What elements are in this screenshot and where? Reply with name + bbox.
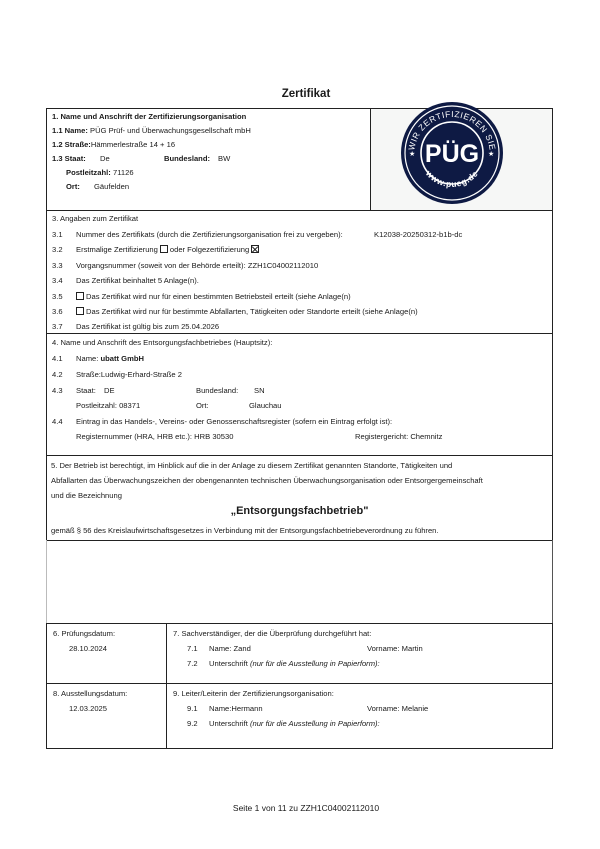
company-bundesland-value: SN <box>254 386 265 395</box>
company-name-value: ubatt GmbH <box>100 354 144 363</box>
section-7-heading: 7. Sachverständiger, der die Überprüfung durchgeführt hat: <box>173 629 372 638</box>
section-5-line-4: gemäß § 56 des Kreislaufwirtschaftsgesetzes in Verbindung mit der Entsorgungsfachbetriebeverordnung zu führen. <box>51 526 439 535</box>
register-text: Eintrag in das Handels-, Vereins- oder Genossenschaftsregister (sofern ein Eintrag erfolgt ist): <box>76 417 393 426</box>
item-4-2-num: 4.2 <box>52 370 63 379</box>
section-5-line-3: und die Bezeichnung <box>51 491 122 500</box>
section-4-heading: 4. Name und Anschrift des Entsorgungsfachbetriebes (Hauptsitz): <box>52 338 273 347</box>
item-3-7-text: Das Zertifikat ist gültig bis zum 25.04.2026 <box>76 322 220 331</box>
company-state-value: DE <box>104 386 115 395</box>
item-3-5-num: 3.5 <box>52 292 63 301</box>
page-footer: Seite 1 von 11 zu ZZH1C04002112010 <box>232 803 380 813</box>
section-5-line-1: 5. Der Betrieb ist berechtigt, im Hinblick auf die in der Anlage zu diesem Zertifikat genannten Standorte, Tätigkeiten und <box>51 461 453 470</box>
company-street-label: Straße: <box>76 370 101 379</box>
follow-certification-label: oder Folgezertifizierung <box>169 245 250 254</box>
expert-name-label: Name: <box>209 644 232 653</box>
section-5-box <box>46 455 553 541</box>
head-vorname-value: Melanie <box>401 704 429 713</box>
item-3-1-text: Nummer des Zertifikats (durch die Zertifizierungsorganisation frei zu vergeben): <box>76 230 343 239</box>
svg-text:PÜG: PÜG <box>424 140 480 168</box>
section-8-heading: 8. Ausstellungsdatum: <box>53 689 128 698</box>
item-9-2-num: 9.2 <box>187 719 198 728</box>
section-9-heading: 9. Leiter/Leiterin der Zertifizierungsorganisation: <box>173 689 334 698</box>
item-3-3-num: 3.3 <box>52 261 63 270</box>
register-number-label: Registernummer (HRA, HRB etc.): <box>76 432 193 441</box>
street-label: 1.2 Straße: <box>52 140 91 149</box>
state-value: De <box>100 154 110 163</box>
company-bundesland-label: Bundesland: <box>196 386 239 395</box>
company-name-label: Name: <box>76 354 99 363</box>
operating-part-checkbox[interactable] <box>76 292 84 300</box>
section-5-line-2: Abfallarten das Überwachungszeichen der obengenannten technischen Überwachungsorganisation oder Entsorgergemeinschaft <box>51 476 483 485</box>
item-3-5-text: Das Zertifikat wird nur für einen bestimmten Betriebsteil erteilt (siehe Anlage(n) <box>86 292 351 301</box>
item-7-2-num: 7.2 <box>187 659 198 668</box>
section-3-heading: 3. Angaben zum Zertifikat <box>52 214 139 223</box>
register-court-label: Registergericht: <box>355 432 409 441</box>
street-value: Hämmerlestraße 14 + 16 <box>90 140 176 149</box>
ort-value: Gäufelden <box>94 182 130 191</box>
name-label: 1.1 Name: <box>52 126 88 135</box>
item-4-3-num: 4.3 <box>52 386 63 395</box>
expert-signature-note: (nur für die Ausstellung in Papierform): <box>249 659 380 668</box>
svg-text:★: ★ <box>488 150 495 158</box>
svg-text:★: ★ <box>409 150 416 158</box>
expert-name-value: Zand <box>233 644 251 653</box>
item-7-1-num: 7.1 <box>187 644 198 653</box>
head-name-value: Hermann <box>231 704 263 713</box>
section-8-box <box>46 683 167 749</box>
follow-certification-checkbox[interactable] <box>251 245 259 253</box>
certificate-number-value: K12038-20250312-b1b-dc <box>374 230 463 239</box>
company-ort-value: Glauchau <box>249 401 282 410</box>
section-6-box <box>46 623 167 684</box>
section-3-box <box>46 210 553 334</box>
name-value: PÜG Prüf- und Überwachungsgesellschaft mbH <box>90 126 251 135</box>
svg-text:WIR ZERTIFIZIEREN SIE: WIR ZERTIFIZIEREN SIE <box>406 108 498 152</box>
designation-heading: „Entsorgungsfachbetrieb" <box>230 505 369 517</box>
bundesland-label: Bundesland: <box>164 154 210 163</box>
blank-area <box>46 540 553 624</box>
section-9-box <box>166 683 553 749</box>
item-3-4-num: 3.4 <box>52 276 63 285</box>
company-ort-label: Ort: <box>196 401 209 410</box>
item-3-7-num: 3.7 <box>52 322 63 331</box>
item-3-4-text: Das Zertifikat beinhaltet 5 Anlage(n). <box>76 276 199 285</box>
item-3-3-text: Vorgangsnummer (soweit von der Behörde erteilt): <box>76 261 246 270</box>
state-label: 1.3 Staat: <box>52 154 86 163</box>
expert-vorname-value: Martin <box>401 644 423 653</box>
waste-types-checkbox[interactable] <box>76 307 84 315</box>
issue-date-value: 12.03.2025 <box>69 704 108 713</box>
register-court-value: Chemnitz <box>410 432 443 441</box>
head-signature-note: (nur für die Ausstellung in Papierform): <box>249 719 380 728</box>
head-signature-label: Unterschrift <box>209 719 248 728</box>
section-4-box <box>46 333 553 456</box>
first-certification-label: Erstmalige Zertifizierung <box>76 245 158 254</box>
section-6-heading: 6. Prüfungsdatum: <box>53 629 116 638</box>
svg-text:www.pueg.de: www.pueg.de <box>423 168 481 190</box>
plz-label: Postleitzahl: <box>66 168 111 177</box>
first-certification-checkbox[interactable] <box>160 245 168 253</box>
expert-signature-label: Unterschrift <box>209 659 248 668</box>
company-plz-value: 08371 <box>119 401 141 410</box>
item-4-1-num: 4.1 <box>52 354 63 363</box>
item-3-6-text: Das Zertifikat wird nur für bestimmte Abfallarten, Tätigkeiten oder Standorte erteilt (siehe Anlage(n) <box>86 307 418 316</box>
item-3-6-num: 3.6 <box>52 307 63 316</box>
item-3-1-num: 3.1 <box>52 230 63 239</box>
inspection-date-value: 28.10.2024 <box>69 644 108 653</box>
head-vorname-label: Vorname: <box>367 704 400 713</box>
company-street-value: Ludwig-Erhard-Straße 2 <box>100 370 182 379</box>
item-4-4-num: 4.4 <box>52 417 63 426</box>
section-1-box <box>46 108 371 211</box>
document-title: Zertifikat <box>281 88 331 100</box>
expert-vorname-label: Vorname: <box>367 644 400 653</box>
register-number-value: HRB 30530 <box>194 432 234 441</box>
item-9-1-num: 9.1 <box>187 704 198 713</box>
plz-value: 71126 <box>113 168 134 177</box>
head-name-label: Name: <box>209 704 232 713</box>
company-state-label: Staat: <box>76 386 96 395</box>
company-plz-label: Postleitzahl: <box>76 401 117 410</box>
ort-label: Ort: <box>66 182 80 191</box>
section-7-box <box>166 623 553 684</box>
bundesland-value: BW <box>218 154 231 163</box>
case-number-value: ZZH1C04002112010 <box>247 261 319 270</box>
section-1-heading: 1. Name und Anschrift der Zertifizierungsorganisation <box>52 112 247 121</box>
pueg-seal-logo <box>396 100 508 206</box>
item-3-2-num: 3.2 <box>52 245 63 254</box>
